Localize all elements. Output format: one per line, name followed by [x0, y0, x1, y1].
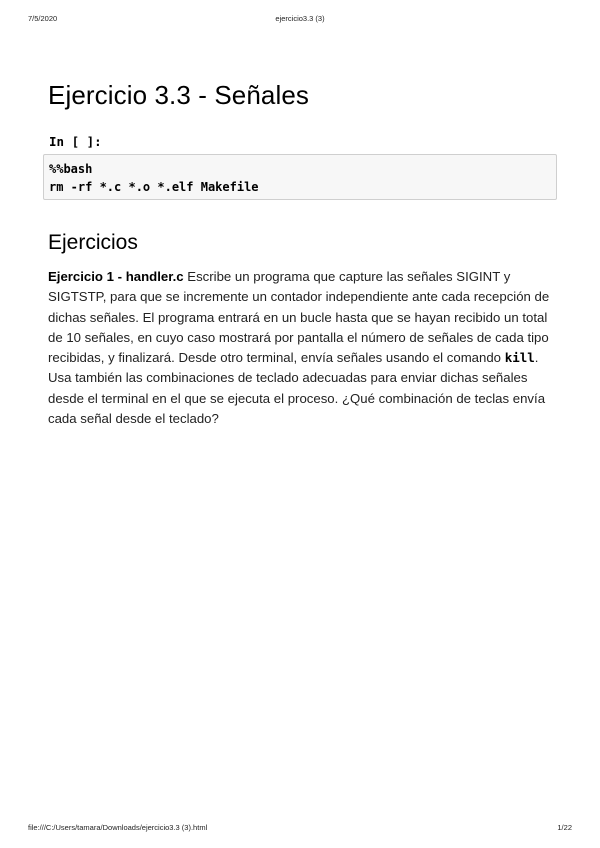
exercise-text-before: Escribe un programa que capture las señales SIGINT y SIGTSTP, para que se incremente un contador independiente ante cada recepción de dichas señales. El programa entrará en un bucle hasta que se hayan recibido un total de 10 señales, en cuyo caso mostrará por pantalla el número de señales de cada tipo recibidas, y finalizará. Desde otro terminal, envía señales usando el comando — [48, 269, 550, 366]
code-line-command: rm -rf *.c *.o *.elf Makefile — [49, 180, 259, 194]
exercise-text-after: . Usa también las combinaciones de teclado adecuadas para enviar dichas señales desde el terminal en el que se ejecuta el proceso. ¿Qué combinación de teclas envía cada señal desde el teclado? — [48, 350, 546, 427]
page-title: Ejercicio 3.3 - Señales — [48, 80, 309, 110]
print-footer-page-number: 1/22 — [557, 823, 572, 832]
code-cell[interactable] — [43, 154, 557, 200]
exercise-label: Ejercicio 1 - handler.c — [48, 269, 184, 284]
exercise-paragraph — [48, 267, 556, 429]
print-header-date: 7/5/2020 — [28, 14, 58, 23]
cell-prompt: In [ ]: — [49, 134, 102, 149]
code-line-magic: %%bash — [49, 162, 93, 176]
print-footer-path: file:///C:/Users/tamara/Downloads/ejercicio3.3 (3).html — [28, 823, 208, 832]
section-title: Ejercicios — [48, 231, 138, 254]
exercise-command: kill — [504, 350, 535, 366]
print-header-title: ejercicio3.3 (3) — [275, 14, 325, 23]
